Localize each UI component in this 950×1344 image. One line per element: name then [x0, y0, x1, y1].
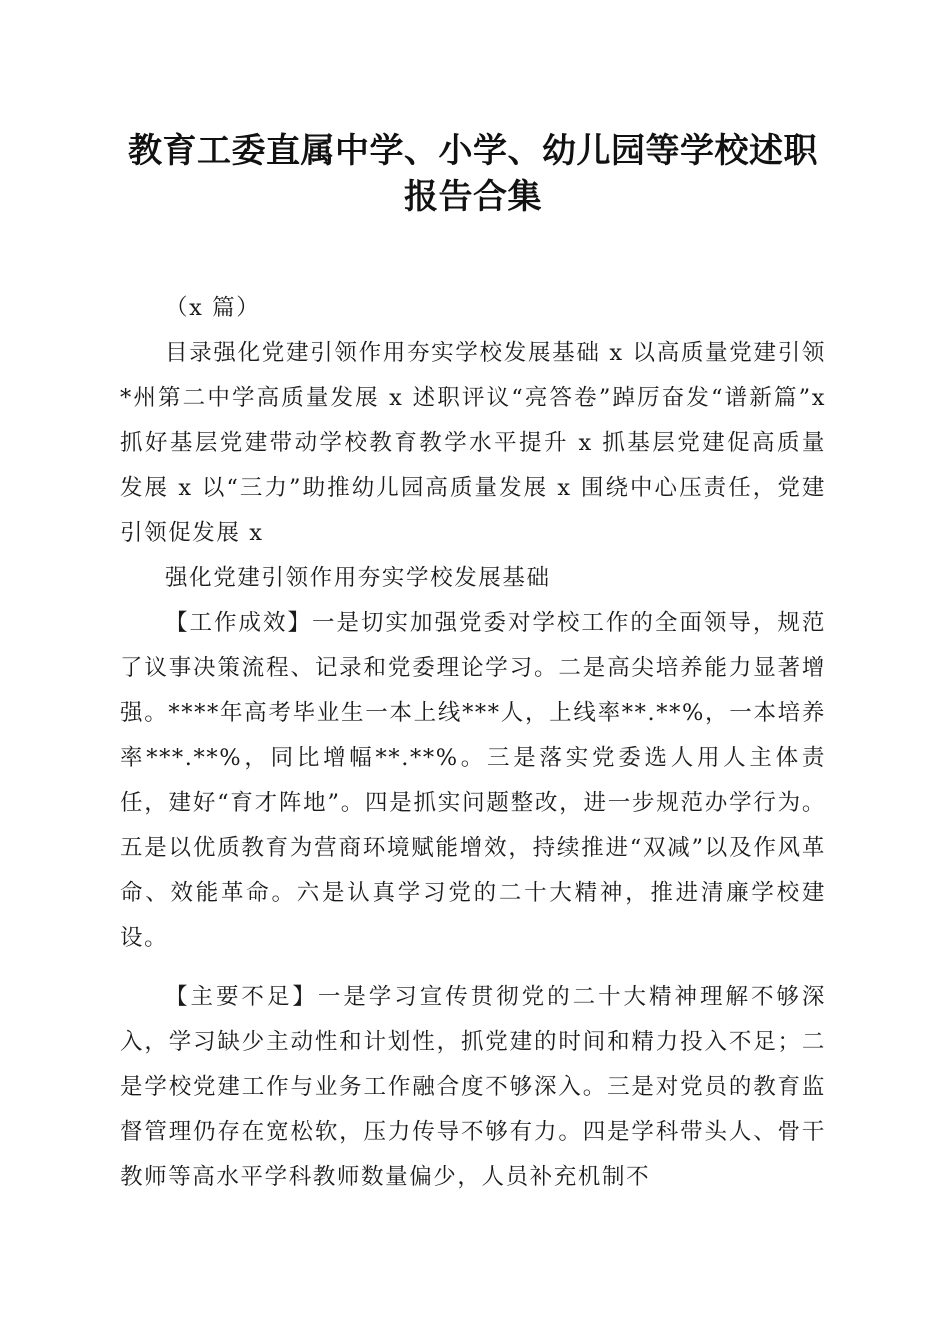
- title-line-1: 教育工委直属中学、小学、幼儿园等学校述职: [128, 131, 818, 171]
- article-count: （x 篇）: [165, 295, 261, 321]
- document-body: [120, 286, 826, 1200]
- section-heading: 强化党建引领作用夯实学校发展基础: [165, 565, 551, 591]
- table-of-contents-paragraph: 目录强化党建引领作用夯实学校发展基础 x 以高质量党建引领*州第二中学高质量发展 x 述职评议“亮答卷”踔厉奋发“谱新篇”x 抓好基层党建带动学校教育教学水平提升 x 抓基层党建促高质量发展 x 以“三力”助推幼儿园高质量发展 x 围绕中心压责任，党建引领促发展 x: [120, 340, 826, 546]
- title-line-2: 报告合集: [404, 177, 542, 217]
- main-shortcomings-paragraph: 【主要不足】一是学习宣传贯彻党的二十大精神理解不够深入，学习缺少主动性和计划性，抓党建的时间和精力投入不足；二是学校党建工作与业务工作融合度不够深入。三是对党员的教育监督管理仍存在宽松软，压力传导不够有力。四是学科带头人、骨干教师等高水平学科教师数量偏少，人员补充机制不: [120, 984, 826, 1190]
- work-results-paragraph: 【工作成效】一是切实加强党委对学校工作的全面领导，规范了议事决策流程、记录和党委理论学习。二是高尖培养能力显著增强。****年高考毕业生一本上线***人，上线率**.**%，一本培养率***.**%，同比增幅**.**%。三是落实党委选人用人主体责任，建好“育才阵地”。四是抓实问题整改，进一步规范办学行为。五是以优质教育为营商环境赋能增效，持续推进“双减”以及作风革命、效能革命。六是认真学习党的二十大精神，推进清廉学校建设。: [120, 610, 826, 951]
- document-title: [120, 128, 826, 220]
- document-page: [120, 128, 826, 1200]
